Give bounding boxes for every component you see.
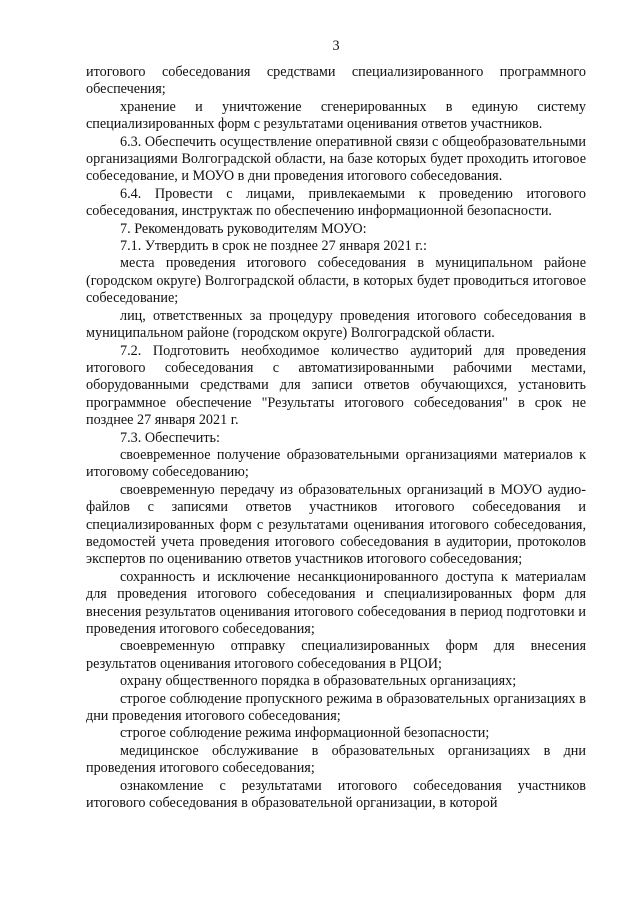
- paragraph: итогового собеседования средствами специализированного программного обеспечения;: [86, 64, 586, 98]
- paragraph: строгое соблюдение пропускного режима в образовательных организациях в дни проведения итогового собеседования;: [86, 690, 586, 725]
- paragraph: лиц, ответственных за процедуру проведения итогового собеседования в муниципальном районе (городском округе) Волгоградской области.: [86, 307, 586, 342]
- paragraph: хранение и уничтожение сгенерированных в единую систему специализированных форм с результатами оценивания ответов участников.: [86, 98, 586, 133]
- paragraph: своевременное получение образовательными организациями материалов к итоговому собеседованию;: [86, 446, 586, 481]
- paragraph: 7.1. Утвердить в срок не позднее 27 января 2021 г.:: [120, 238, 427, 255]
- paragraph: 6.4. Провести с лицами, привлекаемыми к проведению итогового собеседования, инструктаж по обеспечению информационной безопасности.: [86, 185, 586, 220]
- paragraph: ознакомление с результатами итогового собеседования участников итогового собеседования в образовательной организации, в которой: [86, 777, 586, 812]
- paragraph: места проведения итогового собеседования в муниципальном районе (городском округе) Волгоградской области, в которых будет проводиться итоговое собеседование;: [86, 255, 586, 307]
- paragraph: 7.3. Обеспечить:: [120, 429, 220, 446]
- document-body: [86, 64, 586, 812]
- paragraph: 7.2. Подготовить необходимое количество аудиторий для проведения итогового собеседования с автоматизированными рабочими местами, оборудованными средствами для записи ответов обучающихся, установить программное обеспечение "Результаты итогового собеседования" в срок не позднее 27 января 2021 г.: [86, 342, 586, 429]
- paragraph: 6.3. Обеспечить осуществление оперативной связи с общеобразовательными организациями Волгоградской области, на базе которых будет проходить итоговое собеседование, и МОУО в дни проведения итогового собеседования.: [86, 133, 586, 185]
- paragraph: сохранность и исключение несанкционированного доступа к материалам для проведения итогового собеседования и специализированных форм для внесения результатов оценивания итогового собеседования в период подготовки и проведения итогового собеседования;: [86, 568, 586, 637]
- page-number: 3: [332, 38, 340, 54]
- paragraph: 7. Рекомендовать руководителям МОУО:: [120, 220, 367, 237]
- paragraph: своевременную отправку специализированных форм для внесения результатов оценивания итогового собеседования в РЦОИ;: [86, 638, 586, 672]
- paragraph: своевременную передачу из образовательных организаций в МОУО аудио-файлов с записями ответов участников итогового собеседования и специализированных форм с результатами оценивания итогового собеседования, ведомостей учета проведения итогового собеседования в аудитории, протоколов экспертов по оцениванию ответов участников итогового собеседования;: [86, 481, 586, 568]
- paragraph: медицинское обслуживание в образовательных организациях в дни проведения итогового собеседования;: [86, 742, 586, 777]
- paragraph: охрану общественного порядка в образовательных организациях;: [120, 673, 517, 690]
- paragraph: строгое соблюдение режима информационной безопасности;: [120, 725, 490, 742]
